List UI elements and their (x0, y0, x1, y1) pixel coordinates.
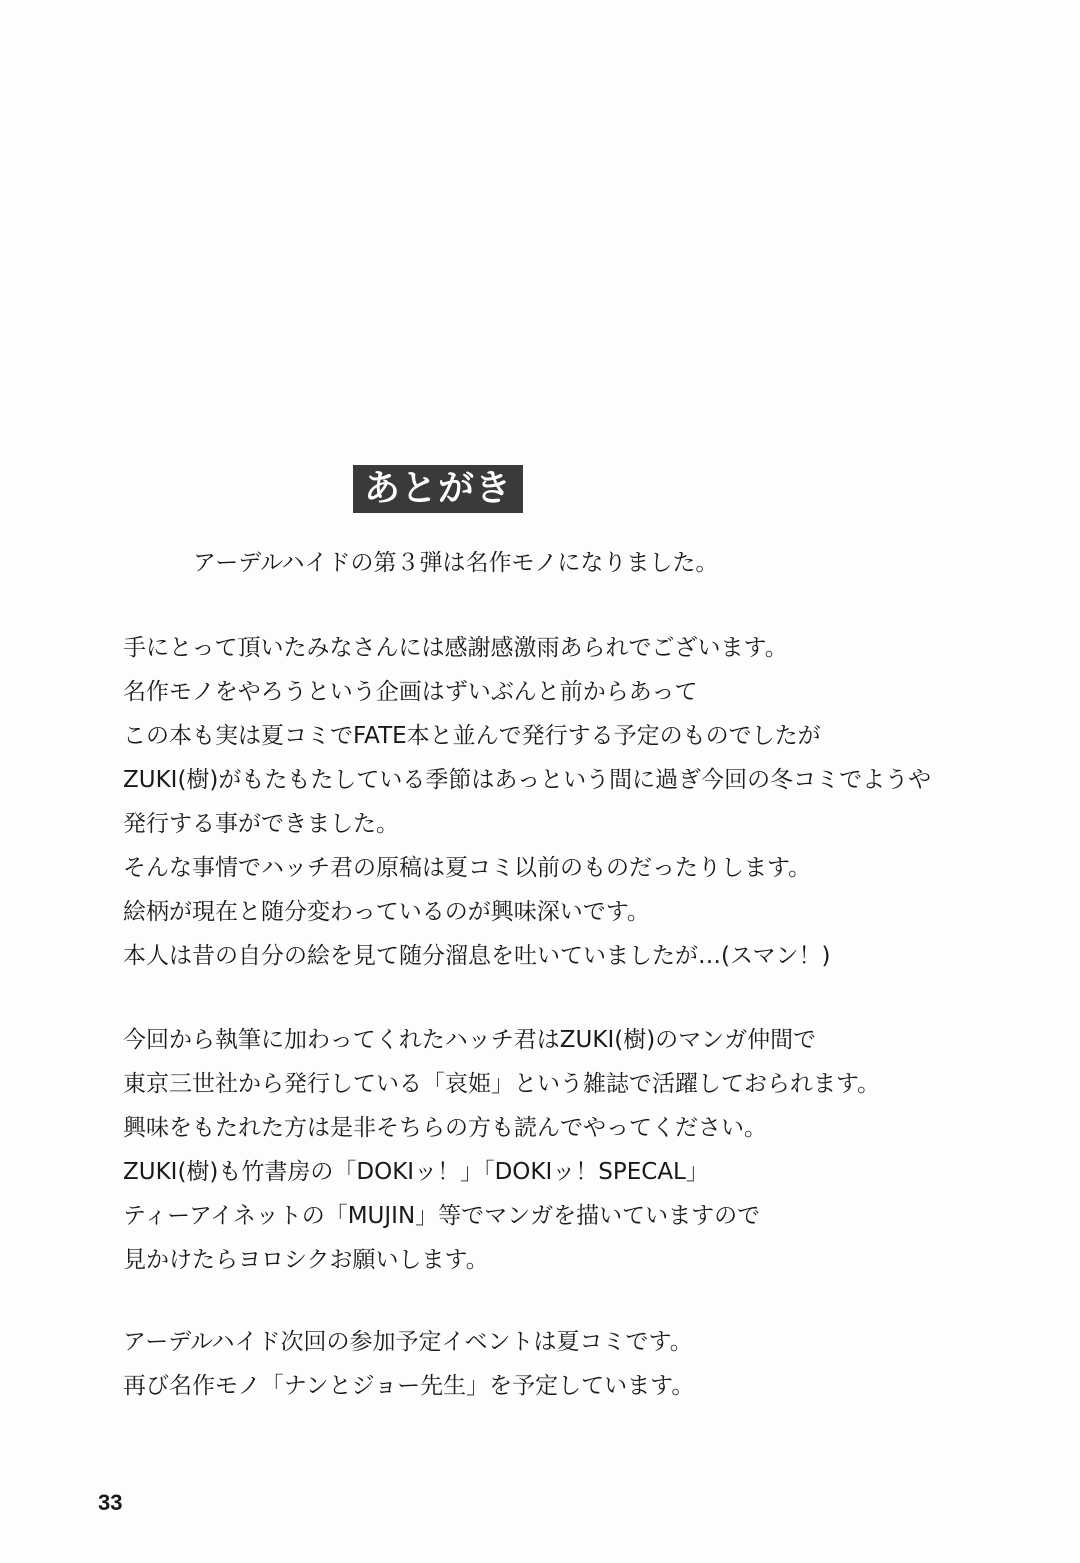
text-line: 絵柄が現在と随分変わっているのが興味深いです。 (123, 899, 650, 925)
afterword-title: あとがき (353, 465, 523, 513)
text-line: 東京三世社から発行している「哀姫」という雑誌で活躍しておられます。 (123, 1071, 881, 1097)
text-line: 手にとって頂いたみなさんには感謝感激雨あられでございます。 (123, 635, 788, 661)
paragraph-3 (123, 1320, 694, 1408)
text-line: 本人は昔の自分の絵を見て随分溜息を吐いていましたが…(スマン！) (123, 943, 831, 969)
text-line: この本も実は夏コミでFATE本と並んで発行する予定のものでしたが (123, 723, 821, 749)
text-line: ZUKI(樹)も竹書房の「DOKIッ！」「DOKIッ！SPECAL」 (123, 1159, 709, 1185)
text-line: ZUKI(樹)がもたもたしている季節はあっという間に過ぎ今回の冬コミでようや (123, 767, 932, 793)
text-line: アーデルハイド次回の参加予定イベントは夏コミです。 (123, 1329, 693, 1355)
text-line: 名作モノをやろうという企画はずいぶんと前からあって (123, 679, 698, 705)
text-line: 再び名作モノ「ナンとジョー先生」を予定しています。 (123, 1373, 695, 1399)
text-line: 発行する事ができました。 (123, 811, 399, 837)
text-line: そんな事情でハッチ君の原稿は夏コミ以前のものだったりします。 (123, 855, 812, 881)
paragraph-2 (123, 1018, 880, 1282)
paragraph-1 (123, 626, 931, 978)
text-line: 今回から執筆に加わってくれたハッチ君はZUKI(樹)のマンガ仲間で (123, 1027, 817, 1053)
text-line: 興味をもたれた方は是非そちらの方も読んでやってください。 (123, 1115, 767, 1141)
intro-line: アーデルハイドの第３弾は名作モノになりました。 (193, 550, 719, 576)
text-line: ティーアイネットの「MUJIN」等でマンガを描いていますので (123, 1203, 761, 1229)
text-line: 見かけたらヨロシクお願いします。 (123, 1247, 489, 1273)
page-number: 33 (98, 1490, 123, 1515)
